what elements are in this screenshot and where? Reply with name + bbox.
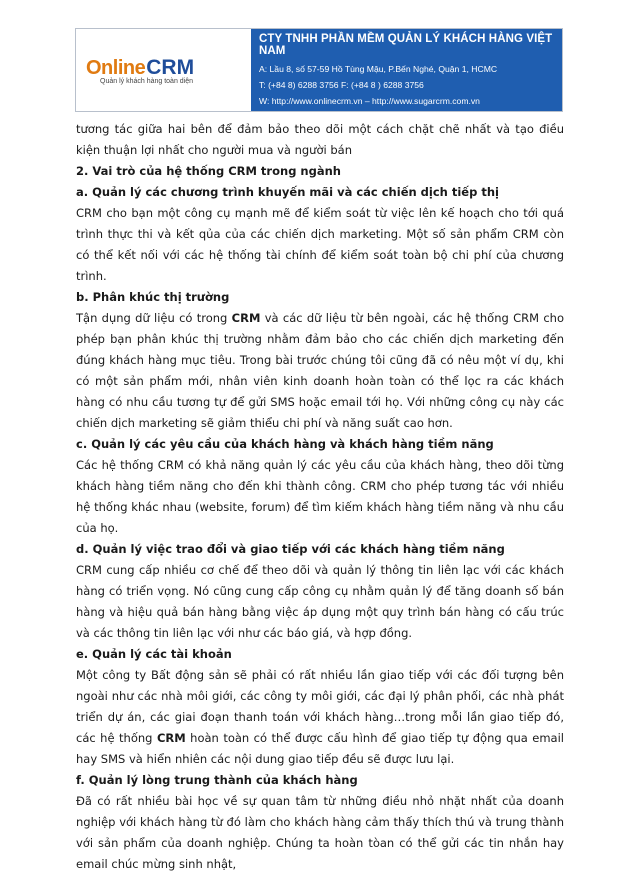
- company-phone: T: (+84 8) 6288 3756 F: (+84 8 ) 6288 3756: [259, 80, 424, 90]
- subsection-c-heading: c. Quản lý các yêu cầu của khách hàng và khách hàng tiềm năng: [76, 437, 494, 451]
- subsection-b-paragraph: [76, 308, 564, 434]
- subsection-f-heading: f. Quản lý lòng trung thành của khách hàng: [76, 773, 358, 787]
- subsection-e-heading: e. Quản lý các tài khoản: [76, 647, 232, 661]
- subsection-b-heading: b. Phân khúc thị trường: [76, 290, 230, 304]
- b-text-strong: CRM: [231, 311, 261, 325]
- subsection-d-paragraph: CRM cung cấp nhiều cơ chế để theo dõi và quản lý thông tin liên lạc với các khách hàng có triển vọng. Nó cũng cung cấp công cụ nhằm quản lý để tăng doanh số bán hàng và hiệu quả bán hàng bằng việc áp dụng một quy trình bán hàng có cấu trúc và các thông tin liên lạc với như các báo giá, và hợp đồng.: [76, 563, 564, 640]
- logo-crm-text: CRM: [146, 55, 195, 79]
- company-info: [251, 29, 562, 111]
- document-body: [76, 119, 564, 875]
- subsection-e-paragraph: [76, 665, 564, 770]
- subsection-f-paragraph: Đã có rất nhiều bài học về sự quan tâm từ những điều nhỏ nhặt nhất của doanh nghiệp với khách hàng từ đó làm cho khách hàng cảm thấy thích thú và trung thành với sản phẩm của doanh nghiệp. Chúng ta hoàn tòan có thể gửi các tin nhắn hay email chúc mừng sinh nhật,: [76, 794, 564, 871]
- e-text-post: hoàn toàn có thể được cấu hình để giao tiếp tự động qua email hay SMS và hiển nhiên các nội dung giao tiếp đều sẽ được lưu lại.: [76, 731, 564, 766]
- intro-paragraph: tương tác giữa hai bên để đảm bảo theo dõi một cách chặt chẽ nhất và tạo điều kiện thuận lợi nhất cho người mua và người bán: [76, 122, 564, 157]
- subsection-d-heading: d. Quản lý việc trao đổi và giao tiếp với các khách hàng tiềm năng: [76, 542, 505, 556]
- logo-online-text: Online: [86, 56, 146, 79]
- company-logo: [76, 29, 251, 111]
- b-text-pre: Tận dụng dữ liệu có trong: [76, 311, 232, 325]
- b-text-post: và các dữ liệu từ bên ngoài, các hệ thống CRM cho phép bạn phân khúc thị trường nhằm đảm bảo cho các chiến dịch marketing đến đúng khách hàng mục tiêu. Trong bài trước chúng tôi cũng đã có nêu một ví dụ, khi có một sản phẩm mới, nhân viên kinh doanh hoàn toàn có thể lọc ra các khách hàng có nhu cầu tương tự để gửi SMS hoặc email tới họ. Với những công cụ này các chiến dịch marketing sẽ giảm thiểu chi phí và năng suất cao hơn.: [76, 311, 564, 430]
- logo-tagline: Quản lý khách hàng toàn diện: [100, 77, 194, 85]
- subsection-c-paragraph: Các hệ thống CRM có khả năng quản lý các yêu cầu của khách hàng, theo dõi từng khách hàng tiềm năng cho đến khi thành công. CRM cho phép tương tác với nhiều hệ thống khác nhau (website, forum) để tìm kiếm khách hàng tiềm năng và nhu cầu của họ.: [76, 458, 564, 535]
- company-web: W: http://www.onlinecrm.vn – http://www.sugarcrm.com.vn: [259, 96, 480, 106]
- e-text-strong: CRM: [156, 731, 186, 745]
- subsection-a-heading: a. Quản lý các chương trình khuyến mãi và các chiến dịch tiếp thị: [76, 185, 499, 199]
- company-address: A: Lầu 8, số 57-59 Hồ Tùng Mậu, P.Bến Nghé, Quận 1, HCMC: [259, 64, 498, 74]
- e-text-pre: Một công ty Bất động sản sẽ phải có rất nhiều lần giao tiếp với các đối tượng bên ngoài như các nhà môi giới, các công ty môi giới, các đại lý phân phối, các nhà phát triển dự án, các giai đoạn thanh toán với khách hàng…trong mỗi lần giao tiếp đó, các hệ thống: [76, 668, 564, 745]
- company-name: CTY TNHH PHẦN MỀM QUẢN LÝ KHÁCH HÀNG VIỆT NAM: [259, 33, 553, 57]
- subsection-a-paragraph: CRM cho bạn một công cụ mạnh mẽ để kiểm soát từ việc lên kế hoạch cho tới quá trình thực thi và kết qủa của các chiến dịch marketing. Một số sản phẩm CRM còn có thể kết nối với các hệ thống tài chính để kiểm soát toàn bộ chi phí của chương trình.: [76, 206, 564, 283]
- section-2-heading: 2. Vai trò của hệ thống CRM trong ngành: [76, 164, 341, 178]
- letterhead: [75, 28, 563, 112]
